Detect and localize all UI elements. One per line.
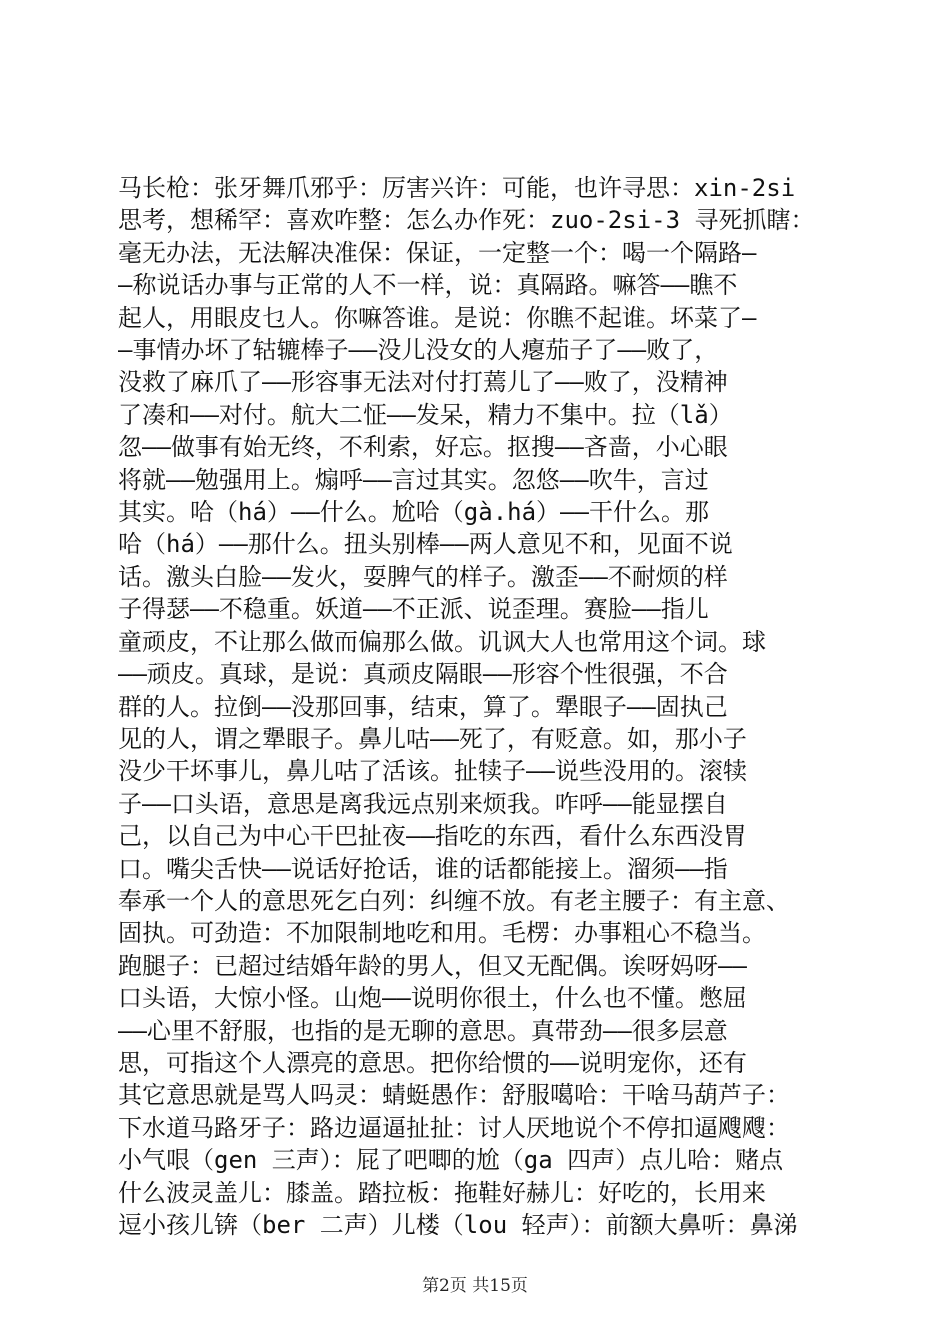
text-line: 了凑和——对付。航大二怔——发呆，精力不集中。拉（lǎ）	[118, 400, 733, 429]
text-line: 其它意思就是骂人吗灵：蜻蜓愚作：舒服噶哈：干啥马葫芦子：	[118, 1081, 790, 1110]
page-footer: 第2页 共15页	[422, 1276, 528, 1296]
text-line: 逗小孩儿锛（ber 二声）儿楼（lou 轻声）：前额大鼻听：鼻涕	[118, 1211, 798, 1239]
text-line: 思，可指这个人漂亮的意思。把你给惯的——说明宠你，还有	[118, 1048, 747, 1077]
text-line: 子得瑟——不稳重。妖道——不正派、说歪理。赛脸——指儿	[118, 595, 709, 624]
text-line: 思考，想稀罕：喜欢咋整：怎么办作死：zuo-2si-3 寻死抓瞎：	[118, 206, 815, 235]
text-line: 群的人。拉倒——没那回事，结束，算了。犟眼子——固执己	[118, 692, 728, 721]
text-line: 口。嘴尖舌快——说话好抢话，谁的话都能接上。溜须——指	[118, 854, 728, 883]
text-line: 下水道马路牙子：路边逼逼扯扯：讨人厌地说个不停扣逼飕飕：	[118, 1113, 790, 1142]
text-line: 口头语，大惊小怪。山炮——说明你很土，什么也不懂。憋屈	[118, 984, 747, 1013]
text-line: —称说话办事与正常的人不一样，说：真隔路。嘛答——瞧不	[118, 271, 738, 300]
text-line: 奉承一个人的意思死乞白列：纠缠不放。有老主腰子：有主意、	[118, 886, 790, 915]
text-line: 忽——做事有始无终，不利索，好忘。抠搜——吝啬，小心眼	[118, 433, 728, 462]
text-line: 子——口头语，意思是离我远点别来烦我。咋呼——能显摆自	[118, 789, 728, 818]
text-line: 固执。可劲造：不加限制地吃和用。毛楞：办事粗心不稳当。	[118, 919, 766, 948]
text-line: 跑腿子：已超过结婚年龄的男人，但又无配偶。诶呀妈呀——	[118, 951, 747, 980]
text-line: 话。激头白脸——发火，耍脾气的样子。激歪——不耐烦的样	[118, 562, 728, 591]
text-line: 哈（há）——那什么。扭头别棒——两人意见不和，见面不说	[118, 530, 733, 559]
text-line: 什么波灵盖儿：膝盖。踏拉板：拖鞋好赫儿：好吃的，长用来	[118, 1178, 766, 1207]
body-text	[118, 172, 834, 1241]
text-line: 小气哏（gen 三声）：屁了吧唧的尬（ga 四声）点儿哈：赌点	[118, 1146, 784, 1175]
text-line: 其实。哈（há）——什么。尬哈（gà.há）——干什么。那	[118, 498, 709, 527]
text-line: 起人，用眼皮乜人。你嘛答谁。是说：你瞧不起谁。坏菜了—	[118, 303, 757, 332]
text-line: 没救了麻爪了——形容事无法对付打蔫儿了——败了，没精神	[118, 368, 728, 397]
text-line: 将就——勉强用上。煽呼——言过其实。忽悠——吹牛，言过	[118, 465, 709, 494]
text-line: 毫无办法，无法解决准保：保证，一定整一个：喝一个隔路—	[118, 238, 757, 267]
text-line: —事情办坏了轱辘棒子——没儿没女的人瘪茄子了——败了，	[118, 336, 719, 365]
text-line: 没少干坏事儿，鼻儿咕了活该。扯犊子——说些没用的。滚犊	[118, 757, 747, 786]
text-line: 马长枪：张牙舞爪邪乎：厉害兴许：可能，也许寻思：xin-2si	[118, 174, 796, 202]
text-line: 童顽皮，不让那么做而偏那么做。讥讽大人也常用这个词。球	[118, 627, 766, 656]
text-line: ——顽皮。真球，是说：真顽皮隔眼——形容个性很强，不合	[118, 660, 728, 689]
text-line: 见的人，谓之犟眼子。鼻儿咕——死了，有贬意。如，那小子	[118, 724, 747, 753]
text-line: 己，以自己为中心干巴扯夜——指吃的东西，看什么东西没胃	[118, 822, 747, 851]
text-line: ——心里不舒服，也指的是无聊的意思。真带劲——很多层意	[118, 1016, 728, 1045]
